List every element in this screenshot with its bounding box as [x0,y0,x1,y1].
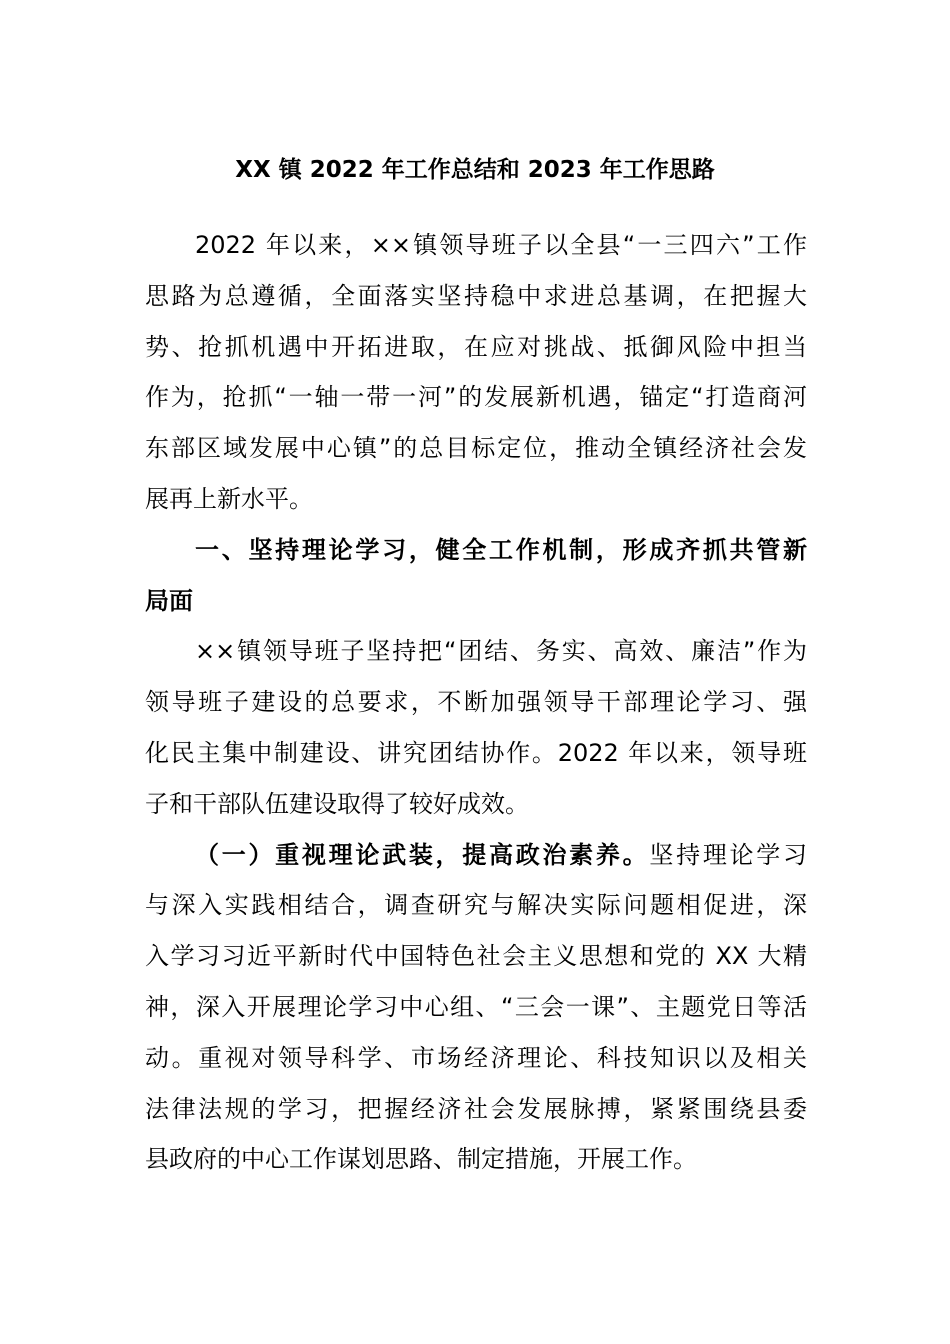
text-line: 势、抢抓机遇中开拓进取，在应对挑战、抵御风险中担当 [145,332,807,361]
text-line: 县政府的中心工作谋划思路、制定措施，开展工作。 [145,1145,697,1174]
subsection-heading: （一）重视理论武装，提高政治素养。 [195,840,650,869]
text-line: ××镇领导班子坚持把“团结、务实、高效、廉洁”作为 [195,637,807,666]
document-body [145,220,807,1185]
text-line: 2022 年以来，××镇领导班子以全县“一三四六”工作 [195,231,807,259]
section-paragraph [145,626,807,829]
text-line: 思路为总遵循，全面落实坚持稳中求进总基调，在把握大 [145,281,807,310]
text-line: 法律法规的学习，把握经济社会发展脉搏，紧紧围绕县委 [145,1094,807,1123]
text-line: 子和干部队伍建设取得了较好成效。 [145,789,529,818]
heading-line: 局面 [145,586,193,615]
text-line: 作为，抢抓“一轴一带一河”的发展新机遇，锚定“打造商河 [145,383,807,412]
text-line: 领导班子建设的总要求，不断加强领导干部理论学习、强 [145,688,807,717]
text-line: 化民主集中制建设、讲究团结协作。2022 年以来，领导班 [145,738,807,767]
heading-line: 一、坚持理论学习，健全工作机制，形成齐抓共管新 [195,535,807,564]
intro-paragraph [145,220,807,525]
text-run: 坚持理论学习 [649,840,808,869]
text-line: 入学习习近平新时代中国特色社会主义思想和党的 XX 大精 [145,942,807,971]
text-line: 神，深入开展理论学习中心组、“三会一课”、主题党日等活 [145,992,807,1021]
text-line: 与深入实践相结合，调查研究与解决实际问题相促进，深 [145,891,807,920]
document-title: XX 镇 2022 年工作总结和 2023 年工作思路 [235,157,715,183]
text-line: 展再上新水平。 [145,484,313,513]
subsection-paragraph [145,830,807,1186]
text-line: 东部区域发展中心镇”的总目标定位，推动全镇经济社会发 [145,434,807,463]
text-line: 动。重视对领导科学、市场经济理论、科技知识以及相关 [145,1043,807,1072]
section-heading [145,525,807,627]
text-line [145,830,807,881]
